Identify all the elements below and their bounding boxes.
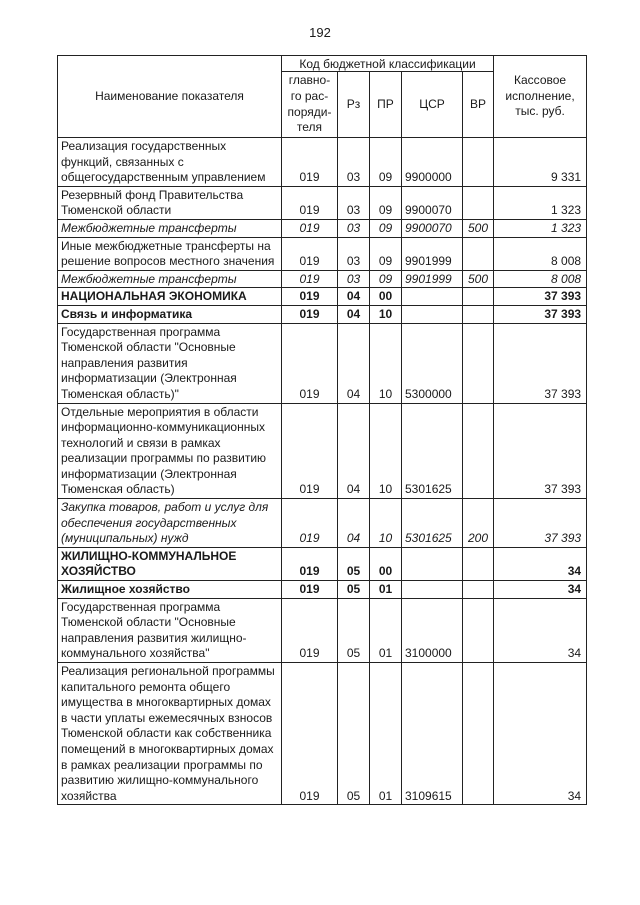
- row-name: Реализация региональной программы капитального ремонта общего имущества в многоквартирных домах в части уплаты ежемесячных взносов Тюменской области как собственника помещений в многоквартирных домах в рамках реализации программы по развитию жилищно-коммунального хозяйства: [58, 663, 282, 805]
- row-vr: [463, 663, 494, 805]
- row-rz: 05: [338, 663, 370, 805]
- table-row: [58, 270, 587, 288]
- row-glavny: 019: [282, 186, 338, 219]
- row-amount: 1 323: [494, 219, 587, 237]
- row-csr: 9901999: [402, 237, 463, 270]
- row-name: ЖИЛИЩНО-КОММУНАЛЬНОЕ ХОЗЯЙСТВО: [58, 547, 282, 580]
- row-vr: [463, 403, 494, 499]
- row-csr: 9901999: [402, 270, 463, 288]
- table-row: [58, 663, 587, 805]
- row-name: Закупка товаров, работ и услуг для обеспечения государственных (муниципальных) нужд: [58, 499, 282, 548]
- row-rz: 03: [338, 186, 370, 219]
- row-rz: 03: [338, 219, 370, 237]
- row-csr: 3100000: [402, 598, 463, 662]
- page-number: 192: [309, 25, 331, 40]
- row-vr: [463, 323, 494, 403]
- row-amount: 37 393: [494, 288, 587, 306]
- row-amount: 9 331: [494, 138, 587, 187]
- row-pr: 09: [370, 219, 402, 237]
- row-csr: 9900070: [402, 186, 463, 219]
- table-row: [58, 403, 587, 499]
- table-row: [58, 138, 587, 187]
- header-vr: ВР: [463, 72, 494, 138]
- row-csr: 5301625: [402, 499, 463, 548]
- row-glavny: 019: [282, 499, 338, 548]
- row-rz: 05: [338, 598, 370, 662]
- row-vr: [463, 237, 494, 270]
- table-row: [58, 547, 587, 580]
- header-rz: Рз: [338, 72, 370, 138]
- header-glavny: главно-го рас-поряди-теля: [282, 72, 338, 138]
- row-csr: 5301625: [402, 403, 463, 499]
- row-pr: 00: [370, 547, 402, 580]
- row-vr: [463, 138, 494, 187]
- row-amount: 34: [494, 547, 587, 580]
- table-row: [58, 581, 587, 599]
- row-pr: 01: [370, 663, 402, 805]
- row-glavny: 019: [282, 547, 338, 580]
- row-pr: 01: [370, 598, 402, 662]
- header-pr: ПР: [370, 72, 402, 138]
- row-pr: 10: [370, 499, 402, 548]
- row-pr: 09: [370, 270, 402, 288]
- row-glavny: 019: [282, 305, 338, 323]
- row-pr: 09: [370, 138, 402, 187]
- row-rz: 04: [338, 499, 370, 548]
- table-row: [58, 237, 587, 270]
- row-amount: 37 393: [494, 305, 587, 323]
- row-rz: 05: [338, 547, 370, 580]
- row-rz: 05: [338, 581, 370, 599]
- row-pr: 09: [370, 186, 402, 219]
- row-amount: 34: [494, 598, 587, 662]
- row-csr: 9900070: [402, 219, 463, 237]
- row-vr: 500: [463, 270, 494, 288]
- row-vr: [463, 581, 494, 599]
- row-amount: 1 323: [494, 186, 587, 219]
- row-pr: 10: [370, 323, 402, 403]
- row-name: Межбюджетные трансферты: [58, 219, 282, 237]
- row-amount: 8 008: [494, 270, 587, 288]
- header-name: Наименование показателя: [58, 56, 282, 138]
- row-name: Отдельные мероприятия в области информационно-коммуникационных технологий и связи в рамках реализации программы по развитию информатизации (Электронная Тюменская область): [58, 403, 282, 499]
- table-row: [58, 288, 587, 306]
- row-amount: 37 393: [494, 323, 587, 403]
- row-amount: 37 393: [494, 499, 587, 548]
- table-row: [58, 186, 587, 219]
- row-rz: 04: [338, 288, 370, 306]
- row-glavny: 019: [282, 288, 338, 306]
- row-vr: [463, 305, 494, 323]
- row-pr: 10: [370, 305, 402, 323]
- row-name: Иные межбюджетные трансферты на решение вопросов местного значения: [58, 237, 282, 270]
- row-glavny: 019: [282, 237, 338, 270]
- row-rz: 03: [338, 237, 370, 270]
- row-csr: 9900000: [402, 138, 463, 187]
- row-glavny: 019: [282, 598, 338, 662]
- row-vr: 200: [463, 499, 494, 548]
- row-name: Государственная программа Тюменской области "Основные направления развития жилищно-коммунального хозяйства": [58, 598, 282, 662]
- row-amount: 8 008: [494, 237, 587, 270]
- row-name: Резервный фонд Правительства Тюменской области: [58, 186, 282, 219]
- row-csr: [402, 288, 463, 306]
- header-amount: Кассовое исполнение, тыс. руб.: [494, 56, 587, 138]
- table-row: [58, 323, 587, 403]
- row-glavny: 019: [282, 581, 338, 599]
- row-glavny: 019: [282, 270, 338, 288]
- row-rz: 04: [338, 403, 370, 499]
- row-rz: 04: [338, 305, 370, 323]
- row-rz: 03: [338, 138, 370, 187]
- row-amount: 34: [494, 663, 587, 805]
- row-name: Реализация государственных функций, связанных с общегосударственным управлением: [58, 138, 282, 187]
- table-row: [58, 219, 587, 237]
- row-csr: [402, 581, 463, 599]
- row-pr: 01: [370, 581, 402, 599]
- row-glavny: 019: [282, 219, 338, 237]
- table-row: [58, 305, 587, 323]
- row-vr: [463, 186, 494, 219]
- row-name: Межбюджетные трансферты: [58, 270, 282, 288]
- row-rz: 04: [338, 323, 370, 403]
- row-vr: [463, 547, 494, 580]
- row-rz: 03: [338, 270, 370, 288]
- row-csr: 3109615: [402, 663, 463, 805]
- row-vr: 500: [463, 219, 494, 237]
- row-vr: [463, 598, 494, 662]
- row-glavny: 019: [282, 323, 338, 403]
- table-row: [58, 598, 587, 662]
- row-glavny: 019: [282, 403, 338, 499]
- row-pr: 10: [370, 403, 402, 499]
- row-name: НАЦИОНАЛЬНАЯ ЭКОНОМИКА: [58, 288, 282, 306]
- row-csr: 5300000: [402, 323, 463, 403]
- header-csr: ЦСР: [402, 72, 463, 138]
- row-csr: [402, 547, 463, 580]
- header-code-group: Код бюджетной классификации: [282, 56, 494, 72]
- row-pr: 00: [370, 288, 402, 306]
- row-name: Связь и информатика: [58, 305, 282, 323]
- row-amount: 37 393: [494, 403, 587, 499]
- row-name: Государственная программа Тюменской области "Основные направления развития информатизации (Электронная Тюменская область)": [58, 323, 282, 403]
- row-csr: [402, 305, 463, 323]
- row-vr: [463, 288, 494, 306]
- row-glavny: 019: [282, 663, 338, 805]
- budget-table: [57, 55, 587, 805]
- row-amount: 34: [494, 581, 587, 599]
- table-row: [58, 499, 587, 548]
- row-pr: 09: [370, 237, 402, 270]
- row-name: Жилищное хозяйство: [58, 581, 282, 599]
- row-glavny: 019: [282, 138, 338, 187]
